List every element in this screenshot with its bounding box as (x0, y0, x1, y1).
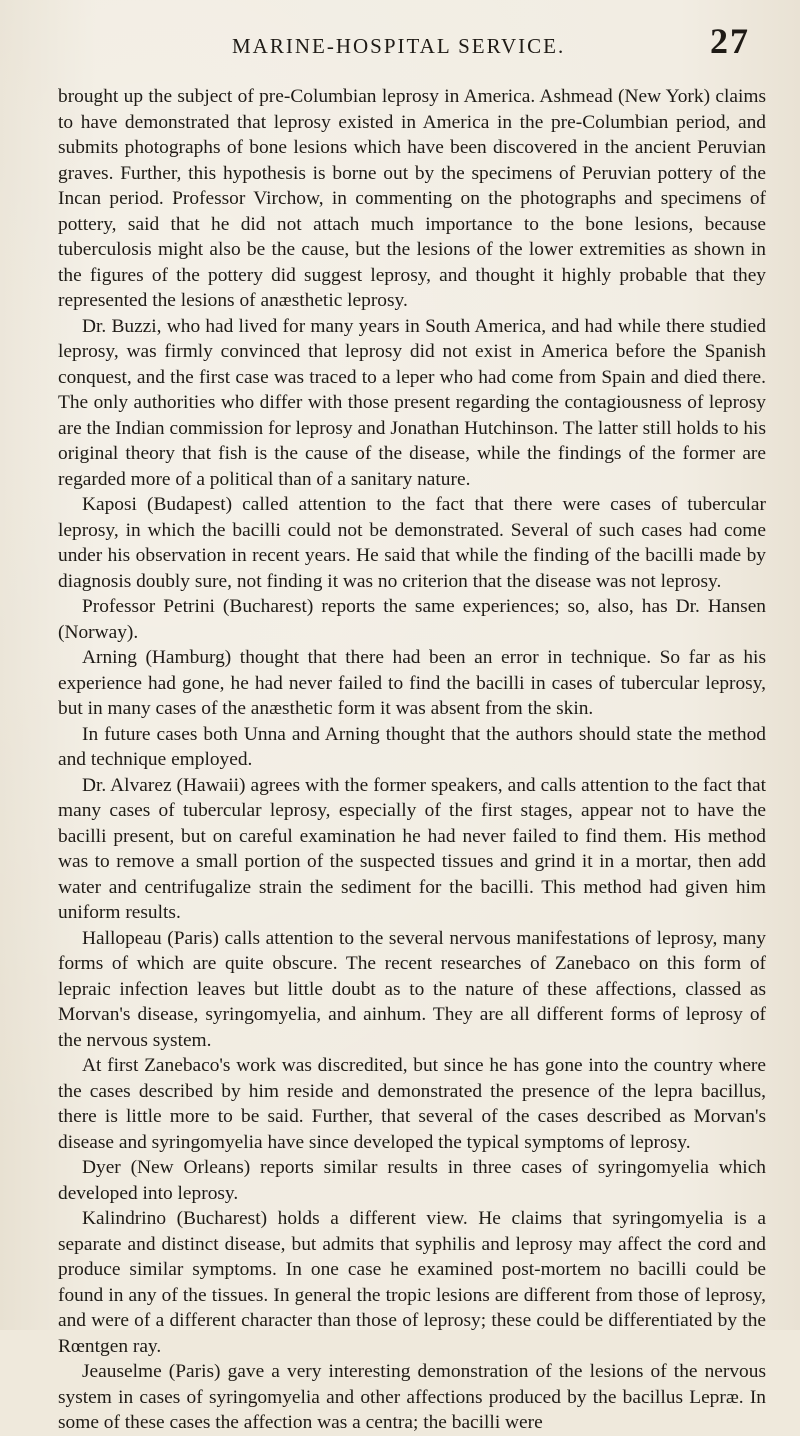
paragraph: Jeauselme (Paris) gave a very interesting demonstration of the lesions of the nervous system in cases of syringomyelia and other affections produced by the bacillus Lepræ. In some of these cases the affection was a centra; the bacilli were (58, 1361, 766, 1433)
paragraph: In future cases both Unna and Arning thought that the authors should state the method and technique employed. (58, 723, 766, 770)
page-number: 27 (710, 21, 750, 61)
paragraph: At first Zanebaco's work was discredited, but since he has gone into the country where the cases described by him reside and demonstrated the presence of the lepra bacillus, there is little more to be said. Further, that several of the cases described as Morvan's disease and syringomyelia have since developed the typical symptoms of leprosy. (58, 1055, 766, 1153)
paragraph: Hallopeau (Paris) calls attention to the several nervous manifestations of leprosy, many forms of which are quite obscure. The recent researches of Zanebaco on this form of lepraic infection leaves but little doubt as to the nature of these affections, classed as Morvan's disease, syringomyelia, and ainhum. They are all different forms of leprosy of the nervous system. (58, 927, 766, 1051)
paragraph: Arning (Hamburg) thought that there had been an error in technique. So far as his experience had gone, he had never failed to find the bacilli in cases of tubercular leprosy, but in many cases of the anæsthetic form it was absent from the skin. (58, 647, 766, 719)
body-text (58, 84, 766, 1436)
paragraph: Kalindrino (Bucharest) holds a different view. He claims that syringomyelia is a separate and distinct disease, but admits that syphilis and leprosy may affect the cord and produce similar symptoms. In one case he examined post-mortem no bacilli could be found in any of the tissues. In general the tropic lesions are different from those of leprosy, and were of a different character than those of leprosy; these could be differentiated by the Rœntgen ray. (58, 1208, 766, 1357)
paragraph: Professor Petrini (Bucharest) reports the same experiences; so, also, has Dr. Hansen (Norway). (58, 596, 766, 643)
paragraph: brought up the subject of pre-Columbian leprosy in America. Ashmead (New York) claims to have demonstrated that leprosy existed in America in the pre-Columbian period, and submits photographs of bone lesions which have been discovered in the ancient Peruvian graves. Further, this hypothesis is borne out by the specimens of Peruvian pottery of the Incan period. Professor Virchow, in commenting on the photographs and specimens of pottery, said that he did not attach much importance to the bone lesions, because tuberculosis might also be the cause, but the lesions of the lower extremities as shown in the figures of the pottery did suggest leprosy, and thought it highly probable that they represented the lesions of anæsthetic leprosy. (58, 86, 766, 311)
paragraph: Dyer (New Orleans) reports similar results in three cases of syringomyelia which developed into leprosy. (58, 1157, 766, 1204)
paragraph: Dr. Buzzi, who had lived for many years in South America, and had while there studied leprosy, was firmly convinced that leprosy did not exist in America before the Spanish conquest, and the first case was traced to a leper who had come from Spain and died there. The only authorities who differ with those present regarding the contagiousness of leprosy are the Indian commission for leprosy and Jonathan Hutchinson. The latter still holds to his original theory that fish is the cause of the disease, while the findings of the former are regarded more of a political than of a sanitary nature. (58, 315, 766, 490)
running-title: MARINE-HOSPITAL SERVICE. (232, 34, 566, 58)
running-head (58, 18, 766, 61)
paragraph: Dr. Alvarez (Hawaii) agrees with the former speakers, and calls attention to the fact that many cases of tubercular leprosy, especially of the first stages, appear not to have the bacilli present, but on careful examination he had never failed to find them. His method was to remove a small portion of the suspected tissues and grind it in a mortar, then add water and centrifugalize strain the sediment for the bacilli. This method had given him uniform results. (58, 774, 766, 923)
paragraph: Kaposi (Budapest) called attention to the fact that there were cases of tubercular leprosy, in which the bacilli could not be demonstrated. Several of such cases had come under his observation in recent years. He said that while the finding of the bacilli made by diagnosis doubly sure, not finding it was no criterion that the disease was not leprosy. (58, 494, 766, 592)
